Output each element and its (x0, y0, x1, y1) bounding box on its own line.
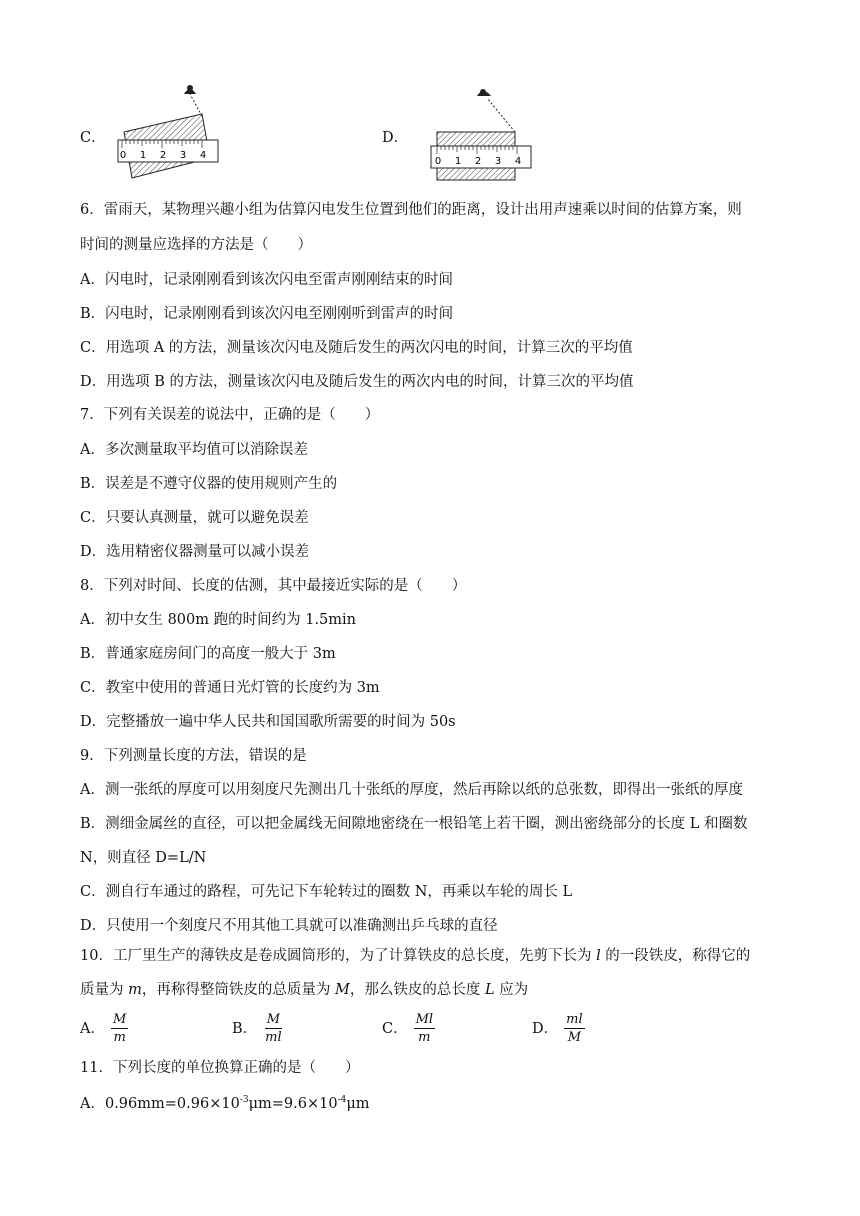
tick-label-2: 2 (159, 150, 167, 161)
q10-option-a (80, 1012, 128, 1045)
q11-exponent: -3 (239, 1095, 249, 1106)
text-line: 8．下列对时间、长度的估测，其中最接近实际的是（ ） (80, 578, 467, 594)
fraction (564, 1012, 585, 1045)
tick-label-2: 2 (474, 156, 482, 167)
option-label: C． (382, 1020, 408, 1037)
q10-text: ，那么铁皮的总长度 (349, 982, 485, 998)
text-line: C．教室中使用的普通日光灯管的长度约为 3m (80, 680, 380, 696)
q10-option-b (232, 1012, 284, 1045)
q10-text: 的一段铁皮，称得它的 (600, 948, 751, 964)
text-line: 7．下列有关误差的说法中，正确的是（ ） (80, 407, 380, 423)
text-line: 6．雷雨天，某物理兴趣小组为估算闪电发生位置到他们的距离，设计出用声速乘以时间的估算方案，则 (80, 202, 742, 218)
numerator: Ml (415, 1012, 434, 1027)
figure-d-ruler-diagram (425, 84, 545, 184)
text-line: B．误差是不遵守仪器的使用规则产生的 (80, 476, 338, 492)
figure-c-label: C． (80, 130, 106, 146)
text-line: C．用选项 A 的方法，测量该次闪电及随后发生的两次闪电的时间，计算三次的平均值 (80, 340, 633, 356)
tick-label-3: 3 (494, 156, 502, 167)
denominator: M (567, 1030, 582, 1045)
fraction (111, 1012, 128, 1045)
tick-label-1: 1 (139, 150, 147, 161)
option-label: A． (80, 1020, 105, 1037)
option-label: D． (532, 1020, 559, 1037)
q10-stem-line1 (80, 946, 750, 966)
tick-label-4: 4 (514, 156, 522, 167)
q11-stem: 11．下列长度的单位换算正确的是（ ） (80, 1060, 360, 1076)
q10-option-c (382, 1012, 435, 1045)
text-line: A．多次测量取平均值可以消除误差 (80, 442, 308, 458)
tick-label-1: 1 (454, 156, 462, 167)
text-line: C．测自行车通过的路程，可先记下车轮转过的圈数 N，再乘以车轮的周长 L (80, 884, 573, 900)
q10-var-l: l (596, 948, 601, 964)
numerator: ml (566, 1012, 583, 1027)
figure-d-label: D． (382, 130, 409, 146)
q11-option-a (80, 1094, 370, 1114)
text-line: A．初中女生 800m 跑的时间约为 1.5min (80, 612, 357, 628)
text-line: A．测一张纸的厚度可以用刻度尺先测出几十张纸的厚度，然后再除以纸的总张数，即得出一张纸的厚度 (80, 782, 743, 798)
q10-var-L: L (484, 982, 495, 998)
tick-label-3: 3 (179, 150, 187, 161)
text-line: 时间的测量应选择的方法是（ ） (80, 237, 312, 253)
q10-stem-line2 (80, 980, 528, 1000)
option-label: B． (232, 1020, 258, 1037)
sight-line (487, 98, 515, 132)
sight-line (190, 94, 202, 116)
tick-label-4: 4 (199, 150, 207, 161)
q10-text: ，再称得整筒铁皮的总质量为 (141, 982, 335, 998)
text-line: B．普通家庭房间门的高度一般大于 3m (80, 646, 336, 662)
text-line: D．用选项 B 的方法，测量该次闪电及随后发生的两次内电的时间，计算三次的平均值 (80, 374, 634, 390)
q11-text: μm (346, 1096, 370, 1112)
q10-var-m: m (128, 982, 142, 998)
q10-var-M: M (334, 982, 350, 998)
q10-option-d (532, 1012, 585, 1045)
text-line: N，则直径 D=L/N (80, 850, 207, 866)
figure-c-ruler-diagram (110, 82, 230, 182)
denominator: m (113, 1030, 126, 1045)
text-line: 9．下列测量长度的方法，错误的是 (80, 748, 307, 764)
text-line: D．只使用一个刻度尺不用其他工具就可以准确测出乒乓球的直径 (80, 918, 498, 934)
eye-icon (184, 85, 196, 94)
text-line: C．只要认真测量，就可以避免误差 (80, 510, 309, 526)
numerator: M (112, 1012, 127, 1027)
fraction (414, 1012, 435, 1045)
q10-text: 应为 (494, 982, 529, 998)
denominator: ml (265, 1030, 282, 1045)
q11-text: μm=9.6×10 (248, 1096, 338, 1112)
fraction (263, 1012, 284, 1045)
tick-label-0: 0 (434, 156, 442, 167)
q11-text: A．0.96mm=0.96×10 (80, 1096, 240, 1112)
text-line: B．测细金属丝的直径，可以把金属线无间隙地密绕在一根铅笔上若干圈，测出密绕部分的长度 L 和圈数 (80, 816, 748, 832)
text-line: D．完整播放一遍中华人民共和国国歌所需要的时间为 50s (80, 714, 456, 730)
text-line: B．闪电时，记录刚刚看到该次闪电至刚刚听到雷声的时间 (80, 306, 454, 322)
text-line: A．闪电时，记录刚刚看到该次闪电至雷声刚刚结束的时间 (80, 272, 453, 288)
tick-label-0: 0 (119, 150, 127, 161)
eye-icon (477, 89, 491, 96)
denominator: m (418, 1030, 431, 1045)
q10-text: 质量为 (80, 982, 129, 998)
q10-text: 10．工厂里生产的薄铁皮是卷成圆筒形的，为了计算铁皮的总长度，先剪下长为 (80, 948, 597, 964)
q11-exponent: -4 (337, 1095, 347, 1106)
numerator: M (266, 1012, 281, 1027)
text-line: D．选用精密仪器测量可以减小误差 (80, 544, 310, 560)
